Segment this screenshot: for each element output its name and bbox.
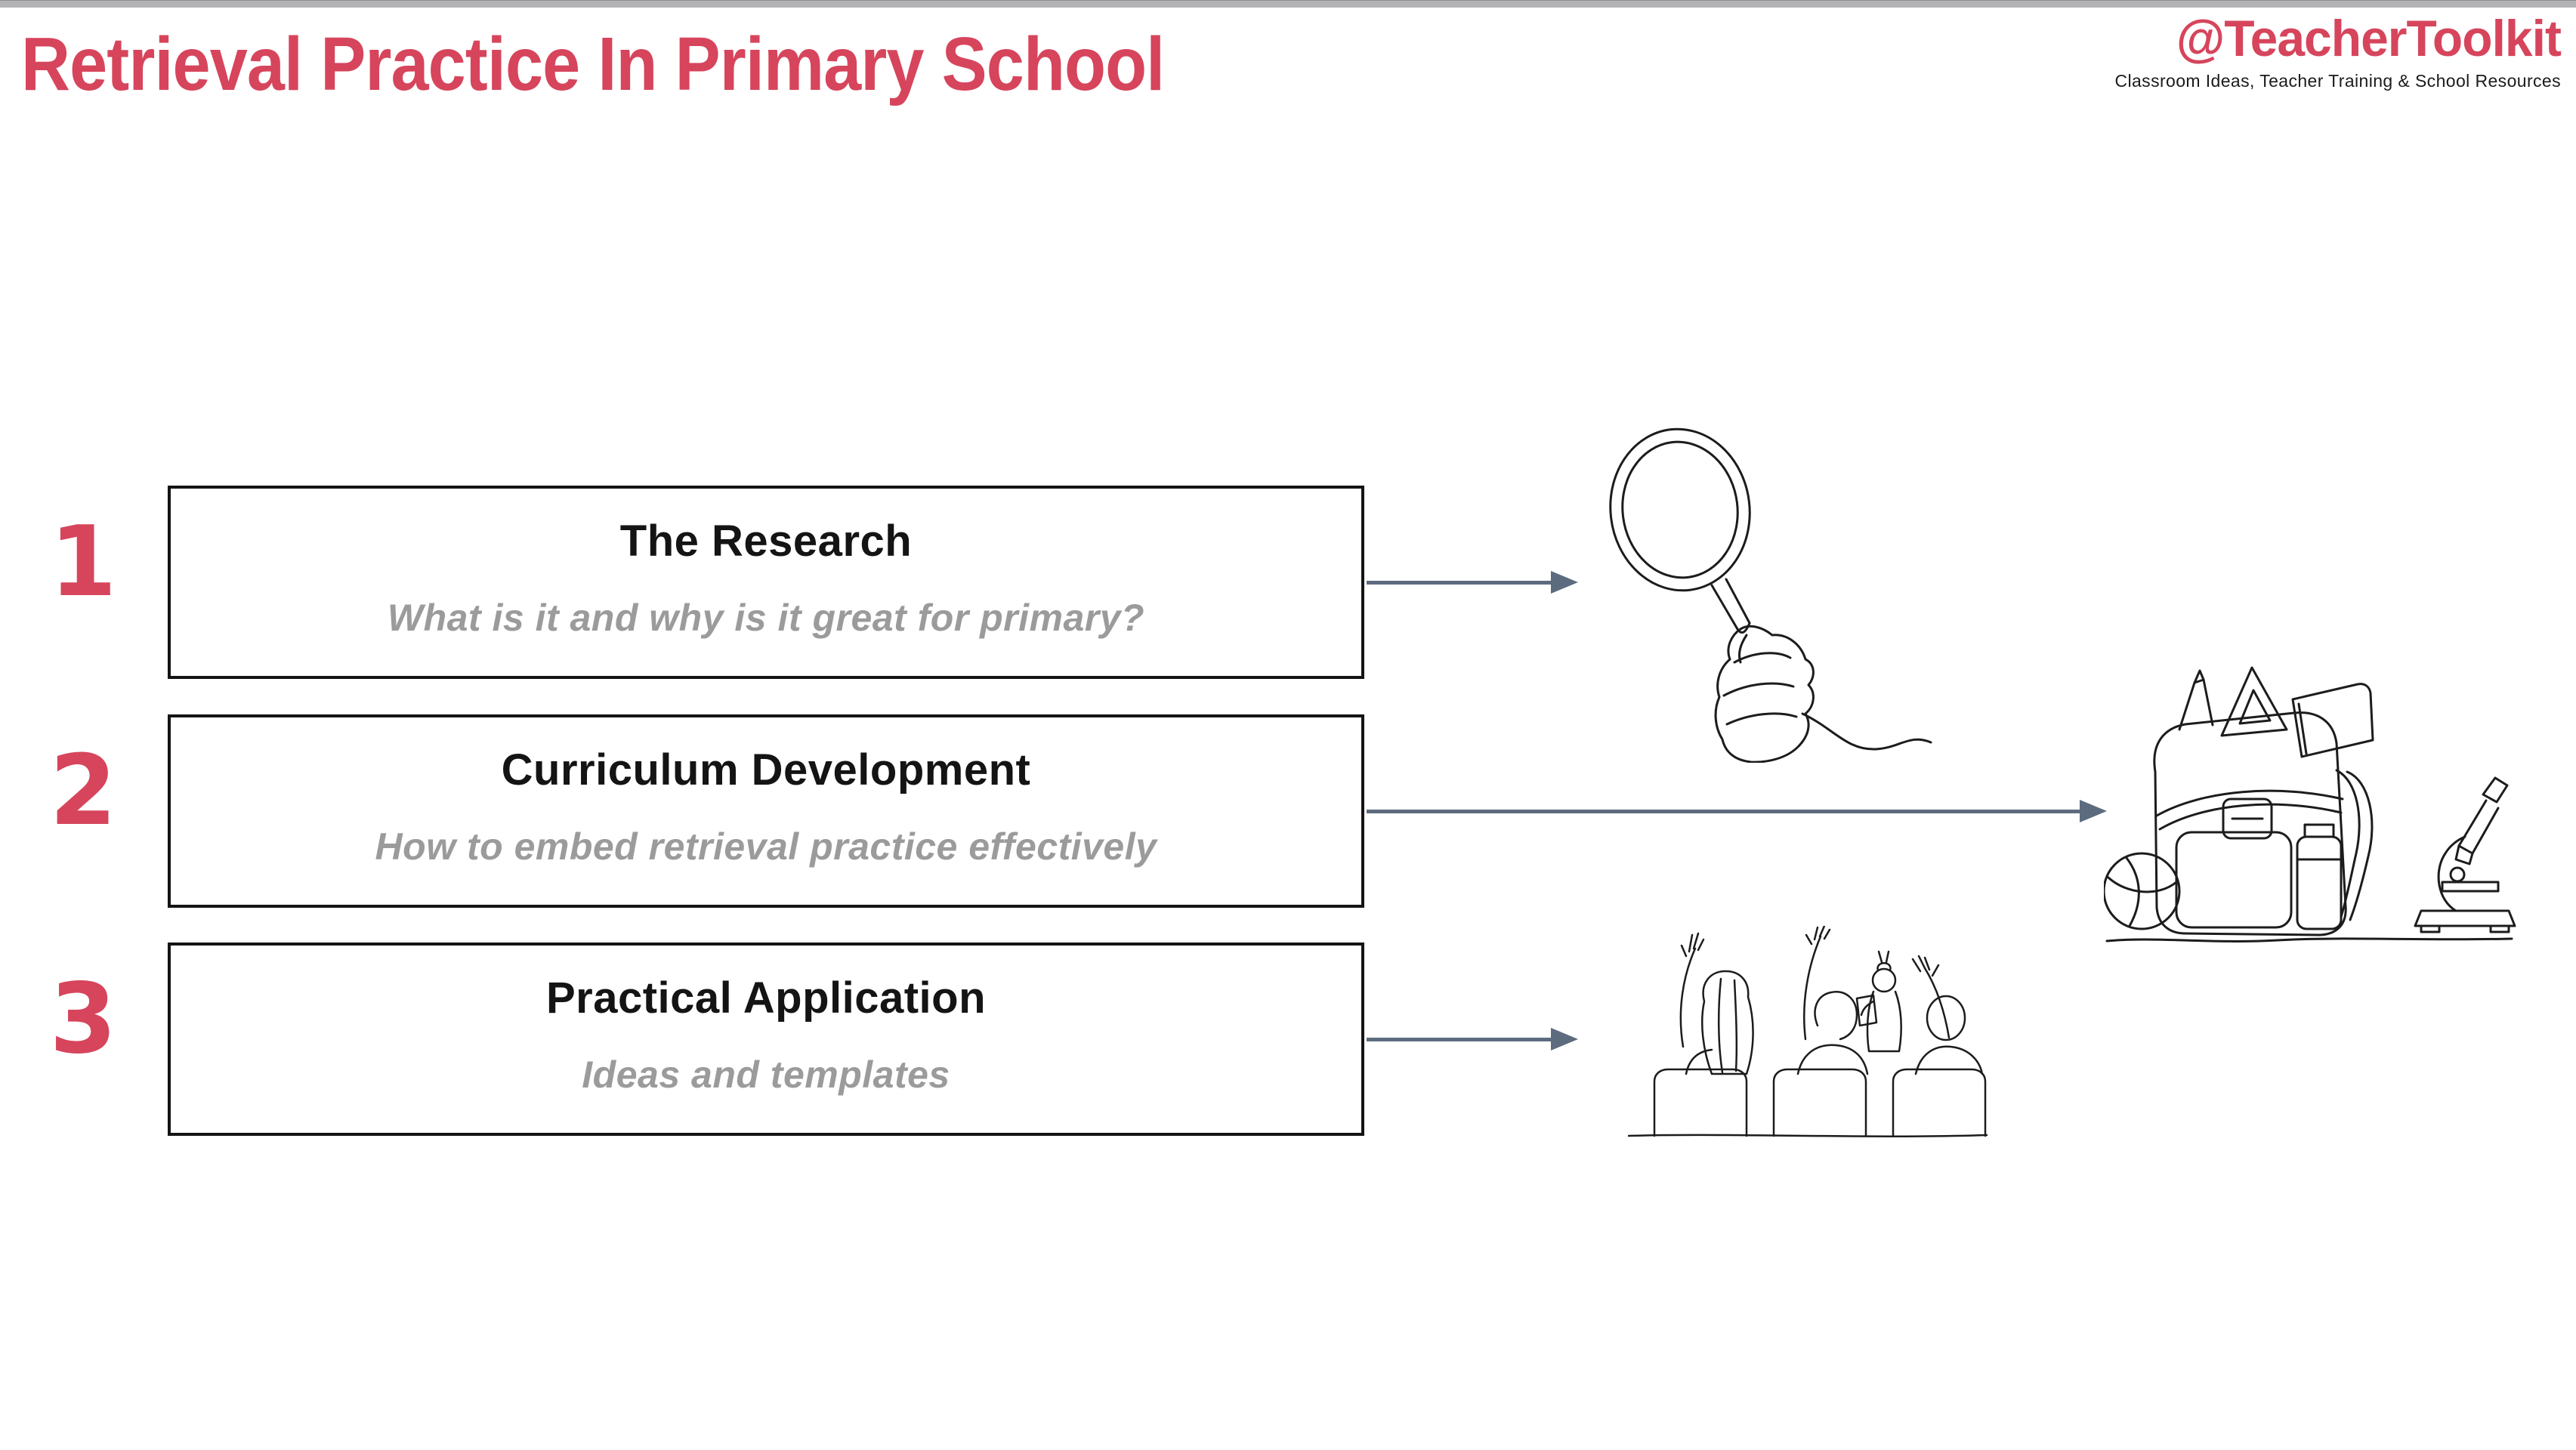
arrow-to-magnifier-illustration xyxy=(1367,570,1578,594)
backpack-lineart-icon xyxy=(2104,651,2527,953)
arrow-to-classroom-illustration xyxy=(1367,1027,1578,1051)
arrow-head-icon xyxy=(1551,571,1578,594)
classroom-lineart-icon xyxy=(1608,926,1989,1141)
agenda-box-curriculum xyxy=(168,714,1364,908)
brand-logo xyxy=(2032,9,2561,92)
step-number-2: 2 xyxy=(49,735,117,847)
magnifying-glass-in-hand-illustration xyxy=(1608,412,1932,763)
arrow-shaft xyxy=(1367,1038,1551,1041)
agenda-box-subtitle: Ideas and templates xyxy=(582,1053,950,1096)
arrow-shaft xyxy=(1367,810,2080,813)
arrow-shaft xyxy=(1367,581,1551,585)
agenda-box-title: Practical Application xyxy=(545,973,987,1023)
brand-handle: @TeacherToolkit xyxy=(2176,10,2561,67)
agenda-box-subtitle: How to embed retrieval practice effectively xyxy=(375,825,1157,868)
brand-tagline: Classroom Ideas, Teacher Training & School Resources xyxy=(2114,71,2561,91)
agenda-box-practical xyxy=(168,942,1364,1136)
step-number-3: 3 xyxy=(49,963,117,1075)
arrow-head-icon xyxy=(2080,800,2107,822)
agenda-box-subtitle: What is it and why is it great for primary? xyxy=(387,596,1145,639)
arrow-head-icon xyxy=(1551,1028,1578,1050)
agenda-box-title: The Research xyxy=(619,517,913,566)
agenda-box-title: Curriculum Development xyxy=(501,745,1031,794)
school-backpack-illustration xyxy=(2104,651,2527,953)
magnifier-lineart-icon xyxy=(1608,412,1932,763)
students-raising-hands-illustration xyxy=(1608,926,1989,1141)
step-number-1: 1 xyxy=(49,506,117,619)
arrow-to-backpack-illustration xyxy=(1367,799,2107,823)
page-title: Retrieval Practice In Primary School xyxy=(21,22,1165,106)
agenda-box-research xyxy=(168,486,1364,679)
window-top-bar xyxy=(0,0,2576,8)
